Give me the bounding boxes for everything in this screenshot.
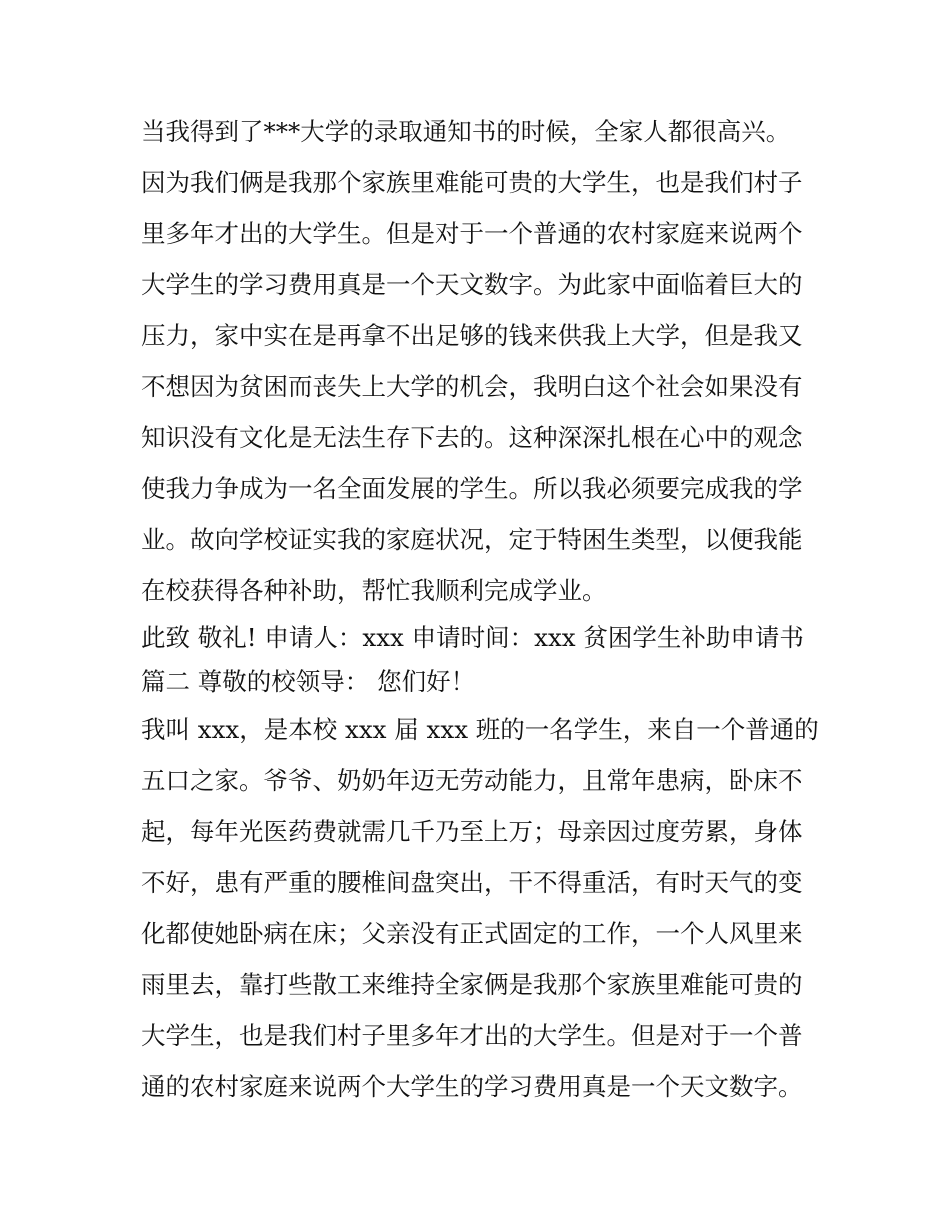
text-line: 知识没有文化是无法生存下去的。这种深深扎根在心中的观念 xyxy=(141,423,803,452)
text-line: 此致 敬礼! 申请人：xxx 申请时间：xxx 贫困学生补助申请书 xyxy=(141,623,804,652)
text-line: 五口之家。爷爷、奶奶年迈无劳动能力，且常年患病，卧床不 xyxy=(141,766,803,795)
text-line: 化都使她卧病在床；父亲没有正式固定的工作，一个人风里来 xyxy=(141,919,803,948)
text-line: 使我力争成为一名全面发展的学生。所以我必须要完成我的学 xyxy=(141,474,803,503)
text-line: 我叫 xxx，是本校 xxx 届 xxx 班的一名学生，来自一个普通的 xyxy=(141,715,819,744)
text-line: 压力，家中实在是再拿不出足够的钱来供我上大学，但是我又 xyxy=(141,321,803,350)
text-line: 里多年才出的大学生。但是对于一个普通的农村家庭来说两个 xyxy=(141,219,803,248)
text-line: 雨里去，靠打些散工来维持全家俩是我那个家族里难能可贵的 xyxy=(141,970,803,999)
text-line: 因为我们俩是我那个家族里难能可贵的大学生，也是我们村子 xyxy=(141,168,803,197)
text-line: 不好，患有严重的腰椎间盘突出，干不得重活，有时天气的变 xyxy=(141,868,803,897)
text-line: 篇二 尊敬的校领导： 您们好！ xyxy=(141,667,476,696)
text-line: 通的农村家庭来说两个大学生的学习费用真是一个天文数字。 xyxy=(141,1072,803,1101)
text-line: 大学生，也是我们村子里多年才出的大学生。但是对于一个普 xyxy=(141,1021,803,1050)
text-line: 起，每年光医药费就需几千乃至上万；母亲因过度劳累，身体 xyxy=(141,817,803,846)
text-line: 业。故向学校证实我的家庭状况，定于特困生类型，以便我能 xyxy=(141,525,803,554)
text-line: 大学生的学习费用真是一个天文数字。为此家中面临着巨大的 xyxy=(141,270,803,299)
text-line: 当我得到了***大学的录取通知书的时候，全家人都很高兴。 xyxy=(141,117,791,146)
document-body xyxy=(141,106,821,1112)
text-line: 不想因为贫困而丧失上大学的机会，我明白这个社会如果没有 xyxy=(141,372,803,401)
text-line: 在校获得各种补助，帮忙我顺利完成学业。 xyxy=(141,576,607,605)
